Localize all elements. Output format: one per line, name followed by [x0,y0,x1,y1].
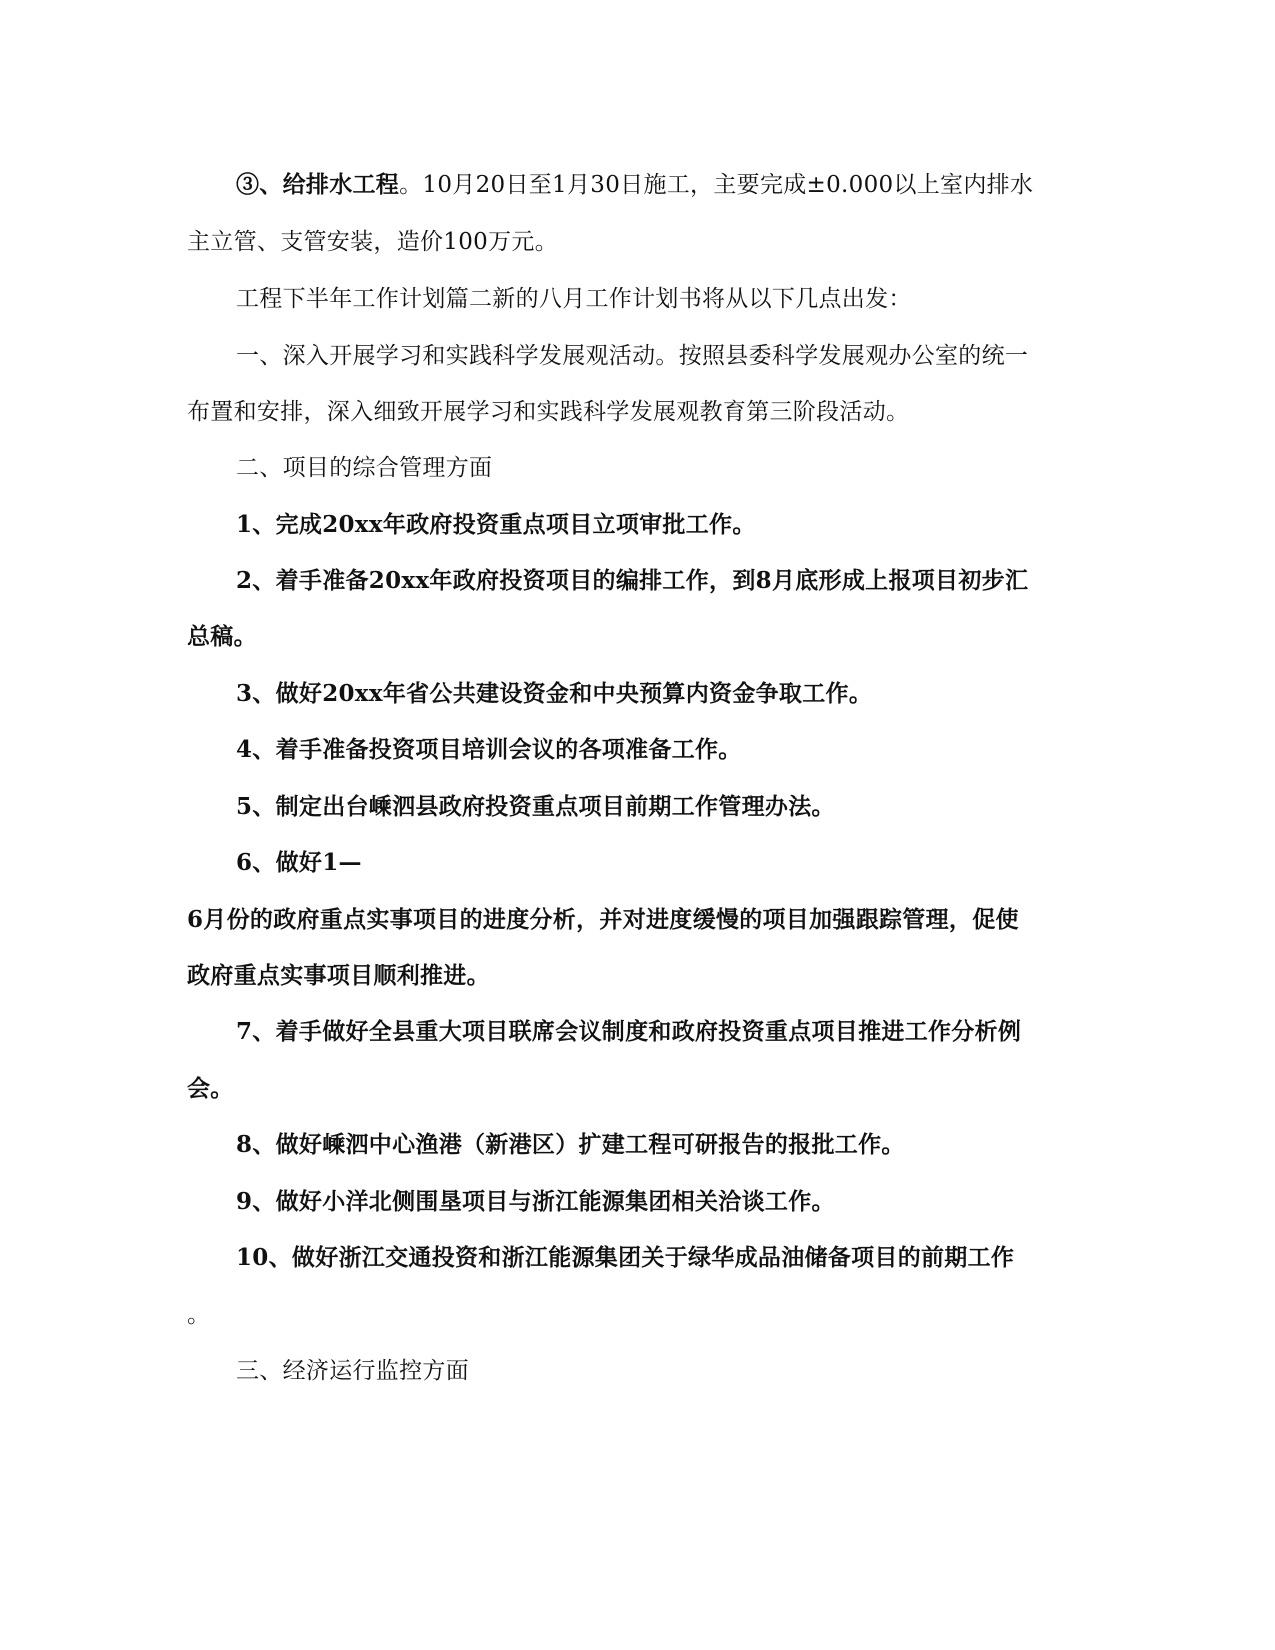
section-heading-2: 二、项目的综合管理方面 [236,455,493,481]
list-item-4: 4、着手准备投资项目培训会议的各项准备工作。 [236,736,742,763]
line-text: 。10月20日至1月30日施工，主要完成±0.000以上室内排水 [399,172,1034,198]
paragraph-line-2: 主立管、支管安装，造价100万元。 [187,229,558,255]
paragraph-line-3: 工程下半年工作计划篇二新的八月工作计划书将从以下几点出发： [236,286,912,312]
list-item-10: 10、做好浙江交通投资和浙江能源集团关于绿华成品油储备项目的前期工作 [236,1244,1015,1271]
list-item-6-cont-2: 政府重点实事项目顺利推进。 [187,962,490,989]
paragraph-line-4: 一、深入开展学习和实践科学发展观活动。按照县委科学发展观办公室的统一 [236,343,1029,369]
list-item-6: 6、做好1— [236,849,362,876]
paragraph-line-5: 布置和安排，深入细致开展学习和实践科学发展观教育第三阶段活动。 [187,399,910,425]
list-item-6-cont-1: 6月份的政府重点实事项目的进度分析，并对进度缓慢的项目加强跟踪管理，促使 [187,906,1019,933]
section-heading-3: 三、经济运行监控方面 [236,1358,469,1384]
bold-heading-text: ③、给排水工程 [236,171,400,198]
list-item-7-cont: 会。 [187,1075,234,1102]
list-item-7: 7、着手做好全县重大项目联席会议制度和政府投资重点项目推进工作分析例 [236,1018,1022,1045]
list-item-2: 2、着手准备20xx年政府投资项目的编排工作，到8月底形成上报项目初步汇 [236,567,1029,594]
list-item-5: 5、制定出台嵊泗县政府投资重点项目前期工作管理办法。 [236,793,835,820]
paragraph-line-1 [236,170,1136,200]
list-item-1: 1、完成20xx年政府投资重点项目立项审批工作。 [236,511,756,538]
list-item-2-cont: 总稿。 [187,623,257,650]
list-item-9: 9、做好小洋北侧围垦项目与浙江能源集团相关洽谈工作。 [236,1188,835,1215]
list-item-8: 8、做好嵊泗中心渔港（新港区）扩建工程可研报告的报批工作。 [236,1131,905,1158]
list-item-3: 3、做好20xx年省公共建设资金和中央预算内资金争取工作。 [236,680,873,707]
list-item-10-cont: 。 [187,1302,211,1328]
